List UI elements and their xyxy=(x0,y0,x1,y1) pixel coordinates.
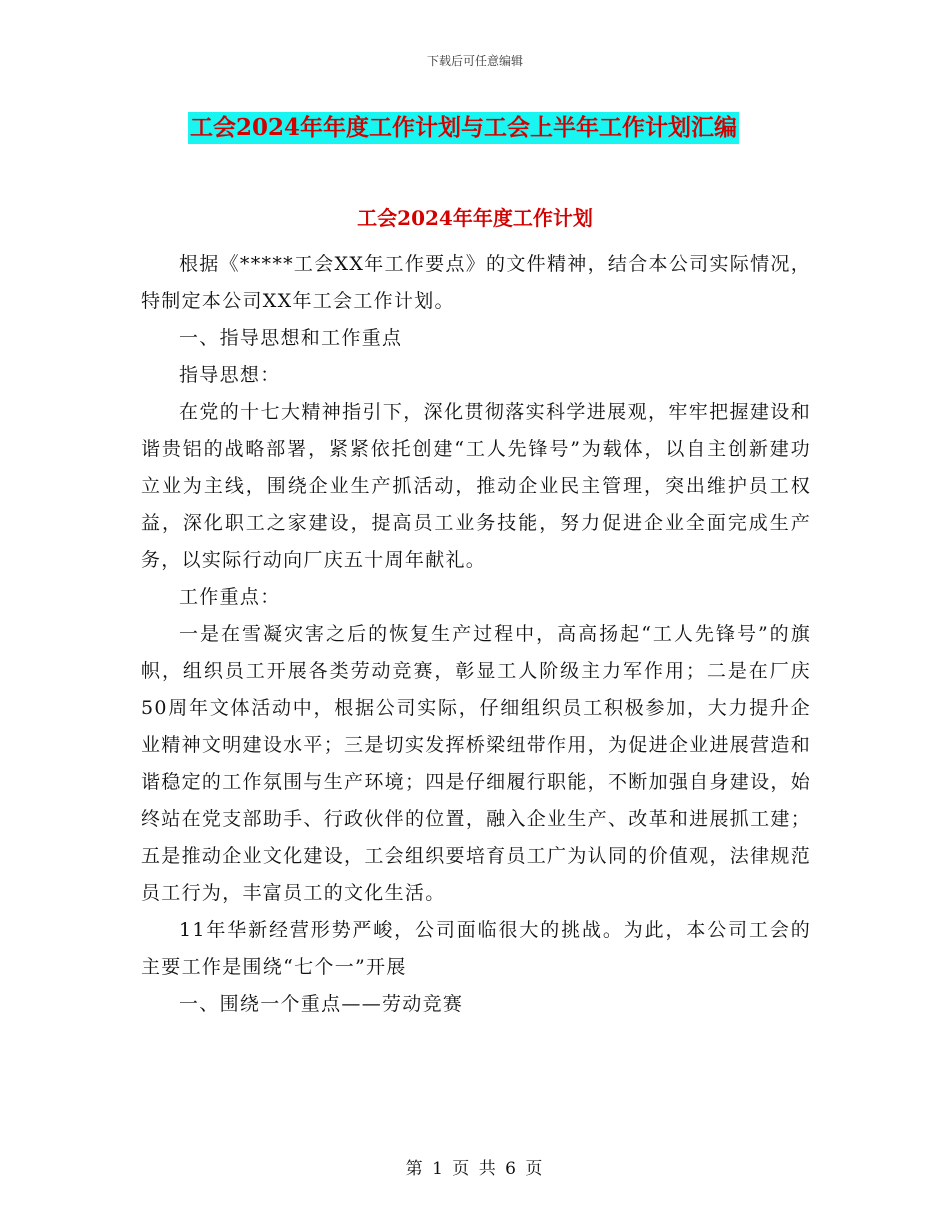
document-title: 工会2024年年度工作计划与工会上半年工作计划汇编 xyxy=(188,112,739,144)
paragraph-work-priorities: 一是在雪凝灾害之后的恢复生产过程中，高高扬起“工人先锋号”的旗帜，组织员工开展各类劳动竞赛，彰显工人阶级主力军作用；二是在厂庆50周年文体活动中，根据公司实际，仔细组织员工积极参加，大力提升企业精神文明建设水平；三是切实发挥桥梁纽带作用，为促进企业进展营造和谐稳定的工作氛围与生产环境；四是仔细履行职能，不断加强自身建设，始终站在党支部助手、行政伙伴的位置，融入企业生产、改革和进展抓工建；五是推动企业文化建设，工会组织要培育员工广为认同的价值观，法律规范员工行为，丰富员工的文化生活。 xyxy=(141,623,811,904)
label-work-priorities: 工作重点： xyxy=(179,586,281,608)
page-number: 第 1 页 共 6 页 xyxy=(405,1159,545,1179)
section-title: 工会2024年年度工作计划 xyxy=(357,206,593,230)
heading-guiding-ideas-and-priorities: 一、指导思想和工作重点 xyxy=(179,327,403,349)
label-guiding-ideas: 指导思想： xyxy=(179,364,281,386)
paragraph-guiding-ideas: 在党的十七大精神指引下，深化贯彻落实科学进展观，牢牢把握建设和谐贵铝的战略部署，紧紧依托创建“工人先锋号”为载体，以自主创新建功立业为主线，围绕企业生产抓活动，推动企业民主管理，突出维护员工权益，深化职工之家建设，提高员工业务技能，努力促进企业全面完成生产务，以实际行动向厂庆五十周年献礼。 xyxy=(141,401,811,571)
document-body xyxy=(141,246,811,1023)
heading-labor-competition: 一、围绕一个重点——劳动竞赛 xyxy=(179,993,464,1015)
paragraph-situation: 11年华新经营形势严峻，公司面临很大的挑战。为此，本公司工会的主要工作是围绕“七个一”开展 xyxy=(141,919,811,978)
paragraph-intro: 根据《*****工会XX年工作要点》的文件精神，结合本公司实际情况，特制定本公司XX年工会工作计划。 xyxy=(141,253,811,312)
header-note: 下载后可任意编辑 xyxy=(426,54,523,68)
